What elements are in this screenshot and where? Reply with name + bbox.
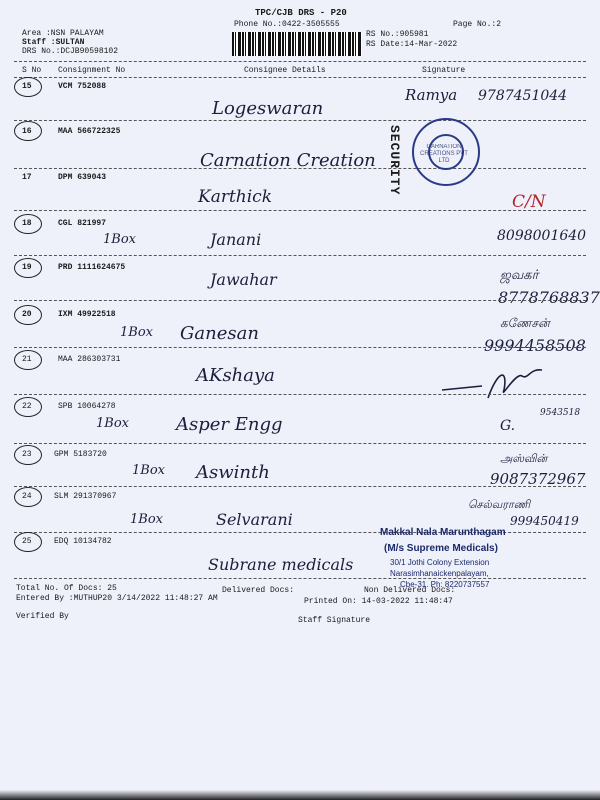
row-consignment: DPM 639043: [58, 173, 107, 182]
medical-stamp-line1: Makkal Nala Marunthagam: [380, 527, 506, 538]
row-consignment: SPB 10064278: [58, 402, 116, 411]
row-consignee: Aswinth: [196, 462, 270, 483]
row-consignee: Selvarani: [216, 510, 293, 529]
page-number: Page No.:2: [453, 20, 502, 29]
divider: [14, 77, 586, 78]
divider: [14, 61, 586, 62]
divider: [14, 120, 586, 121]
row-sign: அஸ்வின்: [500, 452, 548, 465]
medical-stamp-line4: Narasimhanaickenpalayam,: [390, 569, 489, 578]
row-consignee: Janani: [210, 230, 262, 249]
medical-stamp-line2: (M/s Supreme Medicals): [384, 543, 498, 554]
divider: [14, 255, 586, 256]
area-field: Area :NSN PALAYAM: [22, 29, 104, 38]
row-consignee: Ganesan: [180, 323, 259, 344]
row-note: 1Box: [103, 232, 136, 247]
total-docs: Total No. Of Docs: 25: [16, 584, 117, 593]
row-phone: 9087372967: [490, 470, 586, 488]
col-sno: S No: [22, 66, 42, 75]
row-sno: 17: [22, 173, 32, 182]
row-sno: 18: [22, 219, 32, 228]
row-sno: 25: [22, 537, 32, 546]
divider: [14, 394, 586, 395]
row-consignment: IXM 49922518: [58, 310, 116, 319]
row-sign-mark: G.: [500, 418, 516, 434]
col-consignment: Consignment No: [58, 66, 126, 75]
delivered-docs: Delivered Docs:: [222, 586, 295, 595]
staff-field: Staff :SULTAN: [22, 38, 85, 47]
row-phone: 9543518: [540, 408, 581, 418]
barcode: [232, 32, 362, 56]
row-consignment: PRD 1111624675: [58, 263, 126, 272]
divider: [14, 347, 586, 348]
carnation-stamp-text: CARNATION CREATIONS PVT LTD: [420, 144, 468, 164]
row-sno: 16: [22, 127, 32, 136]
medical-stamp-line3: 30/1 Jothi Colony Extension: [390, 558, 490, 567]
rs-date: RS Date:14-Mar-2022: [366, 40, 458, 49]
verified-by: Verified By: [16, 612, 69, 621]
divider: [14, 300, 586, 301]
divider: [14, 168, 586, 169]
medical-stamp-line5: Cbe-31. Ph: 8220737557: [400, 580, 490, 589]
row-phone: 9787451044: [478, 88, 568, 104]
row-sno: 21: [22, 355, 32, 364]
scan-edge: [0, 790, 600, 800]
row-sno: 23: [22, 450, 32, 459]
row-sno: 19: [22, 263, 32, 272]
row-sign: C/N: [512, 192, 546, 212]
row-consignment: MAA 286303731: [58, 355, 121, 364]
row-sno: 22: [22, 402, 32, 411]
row-sign: ஜவகர்: [500, 268, 539, 283]
row-consignment: EDQ 10134782: [54, 537, 112, 546]
drs-number: DRS No.:DCJB90598102: [22, 47, 119, 56]
divider: [14, 486, 586, 487]
col-consignee: Consignee Details: [244, 66, 326, 75]
row-consignee: AKshaya: [196, 365, 275, 386]
row-consignee: Asper Engg: [176, 414, 283, 435]
phone-number: Phone No.:0422-3505555: [234, 20, 340, 29]
row-consignment: CGL 821997: [58, 219, 107, 228]
row-sign: கணேசன்: [500, 316, 550, 330]
divider: [14, 443, 586, 444]
col-signature: Signature: [422, 66, 466, 75]
row-consignee: Jawahar: [210, 270, 277, 289]
row-sno: 24: [22, 492, 32, 501]
security-label: SECURITY: [387, 125, 402, 196]
row-note: 1Box: [96, 416, 129, 431]
row-consignee: Karthick: [198, 187, 273, 207]
row-consignment: SLM 291370967: [54, 492, 117, 501]
row-note: 1Box: [120, 325, 153, 340]
row-consignee: Subrane medicals: [208, 555, 354, 574]
staff-signature: Staff Signature: [298, 616, 371, 625]
row-sno: 20: [22, 310, 32, 319]
row-sno: 15: [22, 82, 32, 91]
non-delivered-docs: Non Delivered Docs:: [364, 586, 456, 595]
row-consignee: Logeswaran: [212, 98, 324, 119]
printed-on: Printed On: 14-03-2022 11:48:47: [304, 597, 453, 606]
document-title: TPC/CJB DRS - P20: [255, 8, 347, 18]
row-consignee: Carnation Creation: [200, 150, 376, 171]
row-sign: Ramya: [405, 86, 458, 104]
row-phone: 8098001640: [497, 228, 587, 244]
divider: [14, 578, 586, 579]
row-consignment: GPM 5183720: [54, 450, 107, 459]
row-phone: 999450419: [510, 514, 579, 528]
divider: [14, 210, 586, 211]
entered-by: Entered By :MUTHUP20 3/14/2022 11:48:27 AM: [16, 594, 218, 603]
row-phone: 9994458508: [484, 336, 586, 355]
row-phone: 8778768837: [498, 288, 600, 307]
rs-number: RS No.:905981: [366, 30, 429, 39]
row-note: 1Box: [130, 512, 163, 527]
row-consignment: VCM 752088: [58, 82, 107, 91]
row-note: 1Box: [132, 463, 165, 478]
row-sign: செல்வராணி: [468, 498, 531, 511]
row-consignment: MAA 566722325: [58, 127, 121, 136]
